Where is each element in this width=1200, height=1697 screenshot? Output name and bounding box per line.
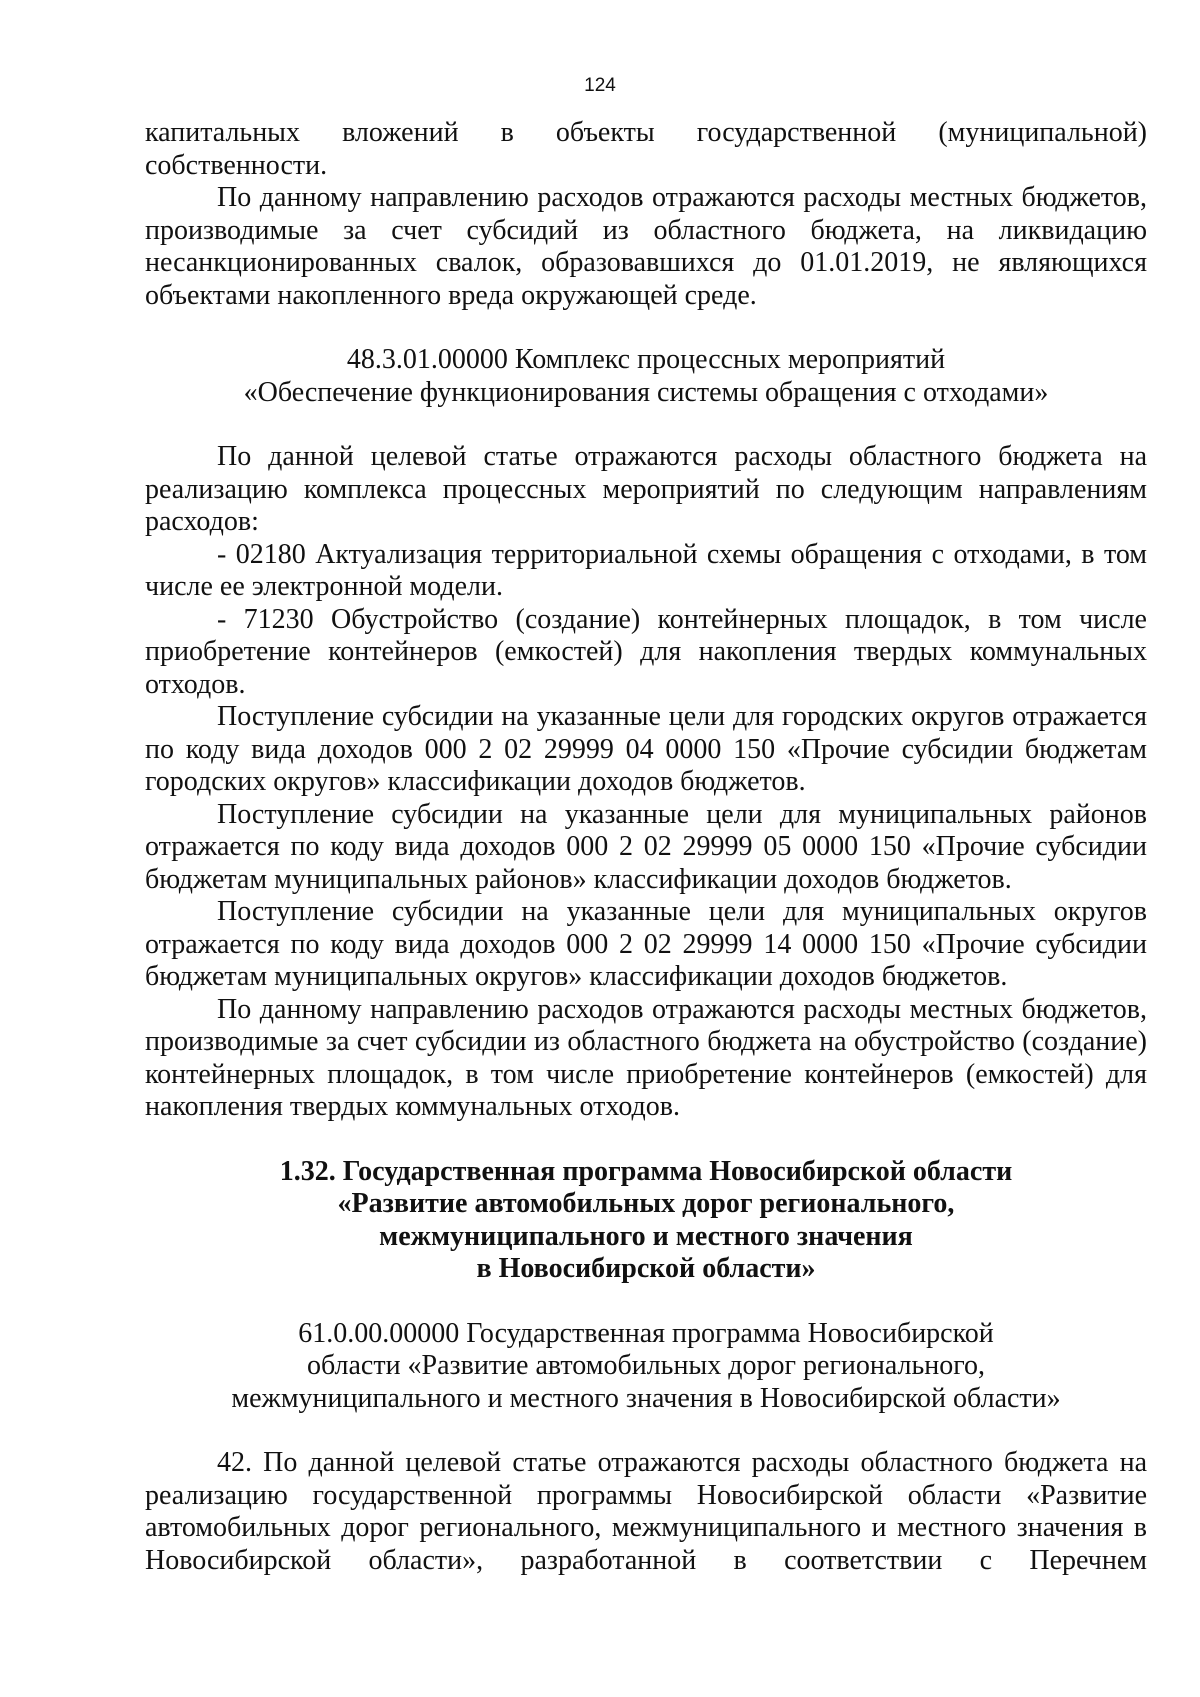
heading-line: межмуниципального и местного значения в Новосибирской области» (231, 1382, 1061, 1414)
heading-line: «Развитие автомобильных дорог регионального, (337, 1188, 955, 1219)
heading-line: области «Развитие автомобильных дорог регионального, (306, 1350, 986, 1381)
paragraph: Поступление субсидии на указанные цели для муниципальных районов отражается по коду вида доходов 000 2 02 29999 05 0000 150 «Прочие субсидии бюджетам муниципальных районов» классификации доходов бюджетов. (145, 798, 1147, 895)
heading-line: 61.0.00.00000 Государственная программа Новосибирской (298, 1317, 994, 1349)
heading-line: межмуниципального и местного значения (379, 1220, 913, 1252)
section-heading (145, 1318, 1147, 1416)
paragraph: По данному направлению расходов отражаются расходы местных бюджетов, производимые за счет субсидии из областного бюджета на обустройство (создание) контейнерных площадок, в том числе приобретение контейнеров (емкостей) для накопления твердых коммунальных отходов. (145, 993, 1147, 1122)
paragraph: 42. По данной целевой статье отражаются расходы областного бюджета на реализацию государственной программы Новосибирской области «Развитие автомобильных дорог регионального, межмуниципального и местного значения в Новосибирской области», разработанной в соответствии с Перечнем (145, 1447, 1147, 1576)
paragraph: По данному направлению расходов отражаются расходы местных бюджетов, производимые за счет субсидий из областного бюджета, на ликвидацию несанкционированных свалок, образовавшихся до 01.01.2019, не являющихся объектами накопленного вреда окружающей среде. (145, 182, 1147, 311)
heading-line: 48.3.01.00000 Комплекс процессных мероприятий (346, 344, 946, 375)
program-title (145, 1156, 1147, 1286)
heading-line: 1.32. Государственная программа Новосибирской области (279, 1155, 1013, 1187)
paragraph: - 71230 Обустройство (создание) контейнерных площадок, в том числе приобретение контейнеров (емкостей) для накопления твердых коммунальных отходов. (145, 603, 1147, 700)
paragraph: капитальных вложений в объекты государственной (муниципальной) собственности. (145, 117, 1147, 181)
heading-line: «Обеспечение функционирования системы обращения с отходами» (243, 376, 1049, 408)
heading-line: в Новосибирской области» (476, 1253, 816, 1284)
paragraph: - 02180 Актуализация территориальной схемы обращения с отходами, в том числе ее электронной модели. (145, 538, 1147, 602)
page-number: 124 (584, 75, 616, 96)
section-heading (145, 344, 1147, 409)
paragraph: Поступление субсидии на указанные цели для городских округов отражается по коду вида доходов 000 2 02 29999 04 0000 150 «Прочие субсидии бюджетам городских округов» классификации доходов бюджетов. (145, 701, 1147, 797)
document-body (145, 117, 1147, 1577)
paragraph: По данной целевой статье отражаются расходы областного бюджета на реализацию комплекса процессных мероприятий по следующим направлениям расходов: (145, 441, 1147, 537)
paragraph: Поступление субсидии на указанные цели для муниципальных округов отражается по коду вида доходов 000 2 02 29999 14 0000 150 «Прочие субсидии бюджетам муниципальных округов» классификации доходов бюджетов. (145, 896, 1147, 992)
